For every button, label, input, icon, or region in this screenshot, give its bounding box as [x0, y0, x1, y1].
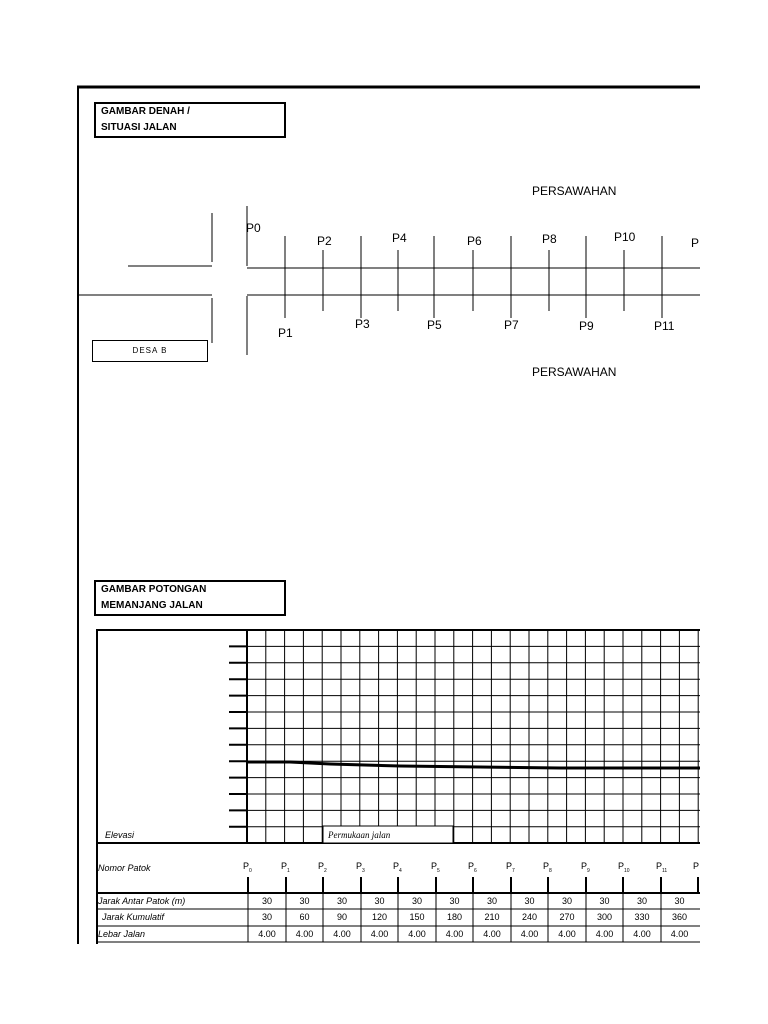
peg-number-12	[693, 861, 699, 874]
jarak-kumulatif-cell: 180	[446, 912, 463, 922]
peg-number-1	[281, 861, 290, 874]
jarak-kumulatif-cell: 270	[559, 912, 575, 922]
jarak-kumulatif-cell: 30	[261, 912, 272, 922]
peg-number-subscript: 1	[287, 867, 290, 874]
peg-label-p2: P2	[317, 234, 332, 248]
peg-label-p6: P6	[467, 234, 482, 248]
peg-number-0	[243, 861, 252, 874]
lebar-jalan-cell: 4.00	[595, 929, 614, 939]
peg-number-10	[618, 861, 630, 874]
peg-label-p9: P9	[579, 319, 594, 333]
peg-number-subscript: 11	[662, 867, 668, 874]
peg-number-main: P	[543, 861, 550, 871]
peg-number-main: P	[506, 861, 513, 871]
lebar-jalan-cell: 4.00	[258, 929, 276, 939]
jarak-antar-cell: 30	[411, 896, 422, 906]
peg-label-p1: P1	[278, 326, 293, 340]
peg-label-p: P	[691, 236, 700, 250]
lebar-jalan-cell: 4.00	[670, 929, 689, 939]
lebar-jalan-cell: 4.00	[408, 929, 426, 939]
peg-label-p10: P10	[614, 230, 636, 244]
jarak-antar-cell: 30	[599, 896, 610, 906]
plan-title-line2: SITUASI JALAN	[101, 122, 177, 133]
peg-number-subscript: 5	[437, 867, 440, 874]
jarak-antar-cell: 30	[449, 896, 460, 906]
jarak-antar-cell: 30	[374, 896, 385, 906]
peg-number-main: P	[468, 861, 475, 871]
peg-number-subscript: 9	[587, 867, 590, 874]
peg-number-7	[506, 861, 515, 874]
peg-number-8	[543, 861, 552, 874]
peg-number-subscript: 3	[362, 867, 365, 874]
peg-label-p8: P8	[542, 232, 557, 246]
peg-number-subscript: 10	[624, 867, 630, 874]
peg-number-11	[656, 861, 667, 874]
jarak-kumulatif-cell: 300	[596, 912, 613, 922]
peg-label-p0: P0	[246, 221, 261, 235]
profile-title-line1: GAMBAR POTONGAN	[101, 584, 207, 595]
peg-number-subscript: 4	[399, 867, 402, 874]
jarak-kumulatif-cell: 240	[521, 912, 538, 922]
peg-number-main: P	[356, 861, 363, 871]
peg-number-2	[318, 861, 327, 874]
row-label-nomor-patok: Nomor Patok	[98, 863, 151, 873]
peg-number-subscript: 8	[549, 867, 552, 874]
lebar-jalan-cell: 4.00	[295, 929, 314, 939]
peg-label-p11: P11	[654, 319, 675, 333]
area-label-bottom: PERSAWAHAN	[532, 365, 617, 379]
peg-label-p7: P7	[504, 318, 519, 332]
peg-number-main: P	[431, 861, 438, 871]
peg-number-subscript: 6	[474, 867, 477, 874]
peg-number-main: P	[618, 861, 625, 871]
profile-title-line2: MEMANJANG JALAN	[101, 600, 203, 611]
jarak-antar-cell: 30	[336, 896, 347, 906]
jarak-antar-cell: 30	[486, 896, 497, 906]
peg-number-subscript: 7	[512, 867, 515, 874]
plan-title-line1: GAMBAR DENAH /	[101, 106, 190, 117]
profile-title-box	[94, 580, 286, 616]
jarak-kumulatif-cell: 360	[671, 912, 688, 922]
peg-number-subscript: 2	[324, 867, 327, 874]
road-surface-line	[247, 762, 700, 768]
peg-number-main: P	[281, 861, 288, 871]
jarak-antar-cell: 30	[674, 896, 685, 906]
peg-number-6	[468, 861, 477, 874]
village-label-box: DESA B	[92, 340, 208, 362]
peg-number-subscript: 0	[249, 867, 252, 874]
peg-number-5	[431, 861, 440, 874]
jarak-kumulatif-cell: 150	[409, 912, 425, 922]
peg-number-main: P	[693, 861, 700, 871]
area-label-top: PERSAWAHAN	[532, 184, 617, 198]
jarak-kumulatif-cell: 120	[371, 912, 388, 922]
lebar-jalan-cell: 4.00	[445, 929, 464, 939]
peg-number-9	[581, 861, 590, 874]
surface-label: Permukaan jalan	[328, 830, 391, 840]
peg-number-main: P	[656, 861, 663, 871]
peg-label-p5: P5	[427, 318, 442, 332]
peg-label-p4: P4	[392, 231, 407, 245]
jarak-kumulatif-cell: 210	[484, 912, 500, 922]
elevation-label: Elevasi	[105, 830, 135, 840]
jarak-kumulatif-cell: 60	[299, 912, 310, 922]
peg-number-main: P	[581, 861, 588, 871]
jarak-antar-cell: 30	[524, 896, 535, 906]
jarak-antar-cell: 30	[636, 896, 647, 906]
peg-number-main: P	[243, 861, 250, 871]
lebar-jalan-cell: 4.00	[558, 929, 576, 939]
row-label-jarak-antar: Jarak Antar Patok (m)	[98, 896, 186, 906]
jarak-kumulatif-cell: 90	[336, 912, 347, 922]
peg-ticks	[285, 236, 662, 318]
jarak-antar-cell: 30	[299, 896, 310, 906]
jarak-antar-cell: 30	[261, 896, 272, 906]
peg-number-main: P	[318, 861, 325, 871]
lebar-jalan-cell: 4.00	[370, 929, 389, 939]
peg-number-4	[393, 861, 402, 874]
plan-title-box	[94, 102, 286, 138]
peg-number-3	[356, 861, 365, 874]
lebar-jalan-cell: 4.00	[633, 929, 651, 939]
lebar-jalan-cell: 4.00	[520, 929, 539, 939]
jarak-kumulatif-cell: 330	[634, 912, 650, 922]
lebar-jalan-cell: 4.00	[483, 929, 501, 939]
jarak-antar-cell: 30	[561, 896, 572, 906]
peg-label-p3: P3	[355, 317, 370, 331]
peg-number-main: P	[393, 861, 400, 871]
row-label-lebar-jalan: Lebar Jalan	[98, 929, 146, 939]
lebar-jalan-cell: 4.00	[333, 929, 351, 939]
row-label-jarak-kumulatif: Jarak Kumulatif	[102, 912, 165, 922]
